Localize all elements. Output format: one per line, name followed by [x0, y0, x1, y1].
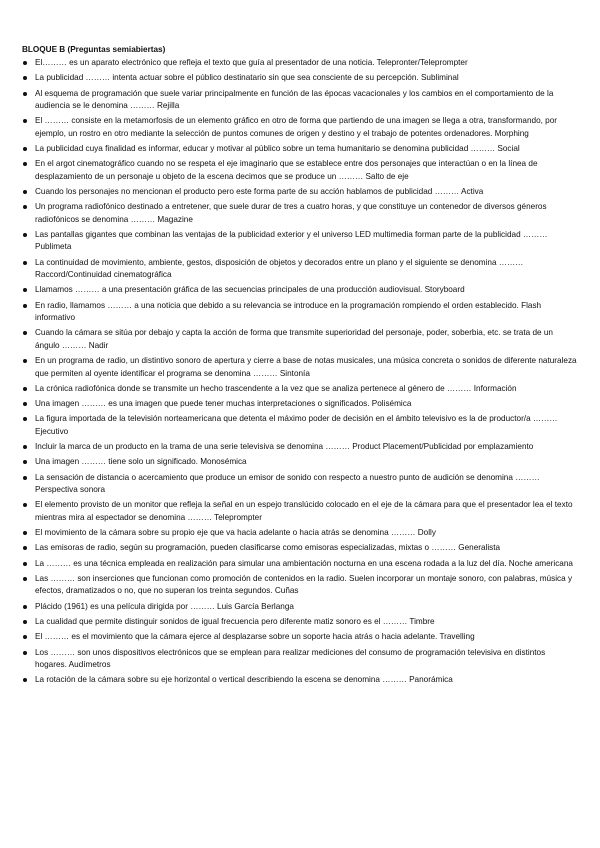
list-item [22, 674, 578, 686]
list-item [22, 441, 578, 453]
list-item-text: Las emisoras de radio, según su programación, pueden clasificarse como emisoras especializadas, mixtas o ……… Generalista [35, 543, 501, 553]
list-item-text: La cualidad que permite distinguir sonidos de igual frecuencia pero diferente matiz sonoro es el ……… Timbre [35, 617, 435, 626]
question-list [22, 57, 578, 687]
list-item [22, 601, 578, 613]
list-item [22, 398, 578, 410]
bullet-icon [23, 205, 27, 209]
bullet-icon [23, 119, 27, 123]
bullet-icon [23, 620, 27, 624]
bullet-icon [23, 331, 27, 335]
list-item [22, 186, 578, 198]
list-item-text: Cuando los personajes no mencionan el producto pero este forma parte de su acción hablamos de publicidad ……… Activa [35, 187, 484, 196]
list-item [22, 229, 578, 254]
list-item [22, 355, 578, 380]
bullet-icon [23, 359, 27, 363]
list-item-text: Una imagen ……… tiene solo un significado. Monosémica [35, 457, 247, 467]
bullet-icon [23, 546, 27, 550]
list-item-text: Llamamos ……… a una presentación gráfica de las secuencias principales de una producción audiovisual. Storyboard [35, 285, 465, 295]
list-item-text: El ……… es el movimiento que la cámara ejerce al desplazarse sobre un soporte hacia atrás o hacia adelante. Travelling [35, 632, 475, 642]
list-item-text: El movimiento de la cámara sobre su propio eje que va hacia adelante o hacia atrás se denomina ……… Dolly [35, 528, 436, 538]
bullet-icon [23, 76, 27, 80]
list-item-text: La sensación de distancia o acercamiento que produce un emisor de sonido con respecto a nuestro punto de audición se denomina ……… Perspectiva sonora [35, 472, 540, 495]
list-item [22, 472, 578, 497]
list-item [22, 257, 578, 282]
list-item [22, 115, 578, 140]
list-item-text: Un programa radiofónico destinado a entretener, que suele durar de tres a cuatro horas, y que constituye un contenedor de diversos géneros radiofónicos se denomina ……… Magazine [35, 202, 547, 224]
bullet-icon [23, 162, 27, 166]
list-item-text: La publicidad cuya finalidad es informar, educar y motivar al público sobre un tema humanitario se denomina publicidad ……… Social [35, 144, 520, 153]
list-item [22, 527, 578, 539]
list-item [22, 201, 578, 226]
bullet-icon [23, 304, 27, 308]
bullet-icon [23, 233, 27, 237]
section-heading: BLOQUE B (Preguntas semiabiertas) [22, 45, 166, 54]
list-item-text: Las pantallas gigantes que combinan las ventajas de la publicidad exterior y el universo LED multimedia forman parte de la publicidad ……… Publimeta [35, 230, 548, 252]
list-item-text: La continuidad de movimiento, ambiente, gestos, disposición de objetos y decorados entre un plano y el siguiente se denomina ……… Raccord/Continuidad cinematográfica [35, 257, 524, 280]
bullet-icon [23, 387, 27, 391]
list-item [22, 57, 578, 69]
list-item [22, 383, 578, 395]
list-item-text: En un programa de radio, un distintivo sonoro de apertura y cierre a base de notas musicales, una música concreta o sonidos de diferente naturaleza que permiten al oyente identificar el programa se denomina ……… Sintonía [35, 356, 577, 378]
bullet-icon [23, 651, 27, 655]
list-item [22, 558, 578, 570]
bullet-icon [23, 61, 27, 65]
list-item-text: En radio, llamamos ……… a una noticia que debido a su relevancia se introduce en la programación rompiendo el orden establecido. Flash informativo [35, 300, 542, 323]
list-item-text: Al esquema de programación que suele variar principalmente en función de las épocas vacacionales y los cambios en el comportamiento de la audiencia se le denomina ……… Rejilla [35, 88, 554, 110]
bullet-icon [23, 460, 27, 464]
list-item [22, 72, 578, 84]
bullet-icon [23, 503, 27, 507]
list-item [22, 573, 578, 598]
list-item-text: La crónica radiofónica donde se transmite un hecho trascendente a la vez que se analiza pertenece al género de ……… Información [35, 383, 517, 393]
list-item [22, 542, 578, 554]
list-item [22, 284, 578, 296]
list-item-text: El elemento provisto de un monitor que refleja la señal en un espejo translúcido colocado en el eje de la cámara para que el presentador lea el texto mientras mira al espectador se denomina ……… Teleprompter [35, 500, 573, 522]
list-item-text: Cuando la cámara se sitúa por debajo y capta la acción de forma que transmite superioridad del personaje, poder, soberbia, etc. se trata de un ángulo ……… Nadir [35, 328, 553, 350]
bullet-icon [23, 288, 27, 292]
list-item [22, 616, 578, 628]
list-item [22, 413, 578, 438]
bullet-icon [23, 577, 27, 581]
bullet-icon [23, 531, 27, 535]
list-item-text: Las ……… son inserciones que funcionan como promoción de contenidos en la radio. Suelen incorporar un montaje sonoro, con palabras, música y efectos, dramatizados o no, que no superan los treinta segundos. Cuñas [35, 574, 573, 596]
list-item-text: La figura importada de la televisión norteamericana que detenta el máximo poder de decisión en el ámbito televisivo es la de productor/a ……… Ejecutivo [35, 414, 558, 436]
bullet-icon [23, 402, 27, 406]
list-item-text: La ……… es una técnica empleada en realización para simular una ambientación nocturna en una escena rodada a la luz del día. Noche americana [35, 558, 573, 568]
list-item [22, 158, 578, 183]
list-item [22, 327, 578, 352]
bullet-icon [23, 562, 27, 566]
document-body [22, 44, 578, 690]
list-item-text: Plácido (1961) es una película dirigida por ……… Luis García Berlanga [35, 601, 294, 611]
bullet-icon [23, 190, 27, 194]
list-item [22, 631, 578, 643]
list-item-text: Los ……… son unos dispositivos electrónicos que se emplean para realizar mediciones del consumo de programación televisiva en distintos hogares. Audímetros [35, 647, 546, 669]
list-item [22, 143, 578, 155]
bullet-icon [23, 605, 27, 609]
list-item-text: El ……… consiste en la metamorfosis de un elemento gráfico en otro de forma que partiendo de una imagen se llega a otra, transformando, por ejemplo, un rostro en otro mediante la selección de puntos comunes de origen y destino y el trabajo de potentes ordenadores. Morphing [35, 116, 558, 138]
bullet-icon [23, 476, 27, 480]
bullet-icon [23, 445, 27, 449]
list-item-text: La rotación de la cámara sobre su eje horizontal o vertical describiendo la escena se denomina ……… Panorámica [35, 675, 453, 685]
bullet-icon [23, 92, 27, 96]
list-item [22, 456, 578, 468]
bullet-icon [23, 261, 27, 265]
bullet-icon [23, 635, 27, 639]
list-item-text: La publicidad ……… intenta actuar sobre el público destinatario sin que sea consciente de su percepción. Subliminal [35, 73, 459, 83]
list-item [22, 88, 578, 113]
list-item [22, 300, 578, 325]
list-item-text: En el argot cinematográfico cuando no se respeta el eje imaginario que se establece entre dos personajes que interactúan o en la línea de desplazamiento de un personaje u objeto de la escena decimos que se produce un ……… Salto de eje [35, 159, 538, 181]
list-item [22, 647, 578, 672]
list-item-text: El……… es un aparato electrónico que refleja el texto que guía al presentador de una noticia. Telepronter/Teleprompter [35, 58, 468, 67]
list-item-text: Una imagen ……… es una imagen que puede tener muchas interpretaciones o significados. Polisémica [35, 399, 412, 409]
list-item [22, 499, 578, 524]
bullet-icon [23, 147, 27, 151]
bullet-icon [23, 417, 27, 421]
bullet-icon [23, 678, 27, 682]
list-item-text: Incluir la marca de un producto en la trama de una serie televisiva se denomina ……… Product Placement/Publicidad por emplazamiento [35, 442, 534, 452]
